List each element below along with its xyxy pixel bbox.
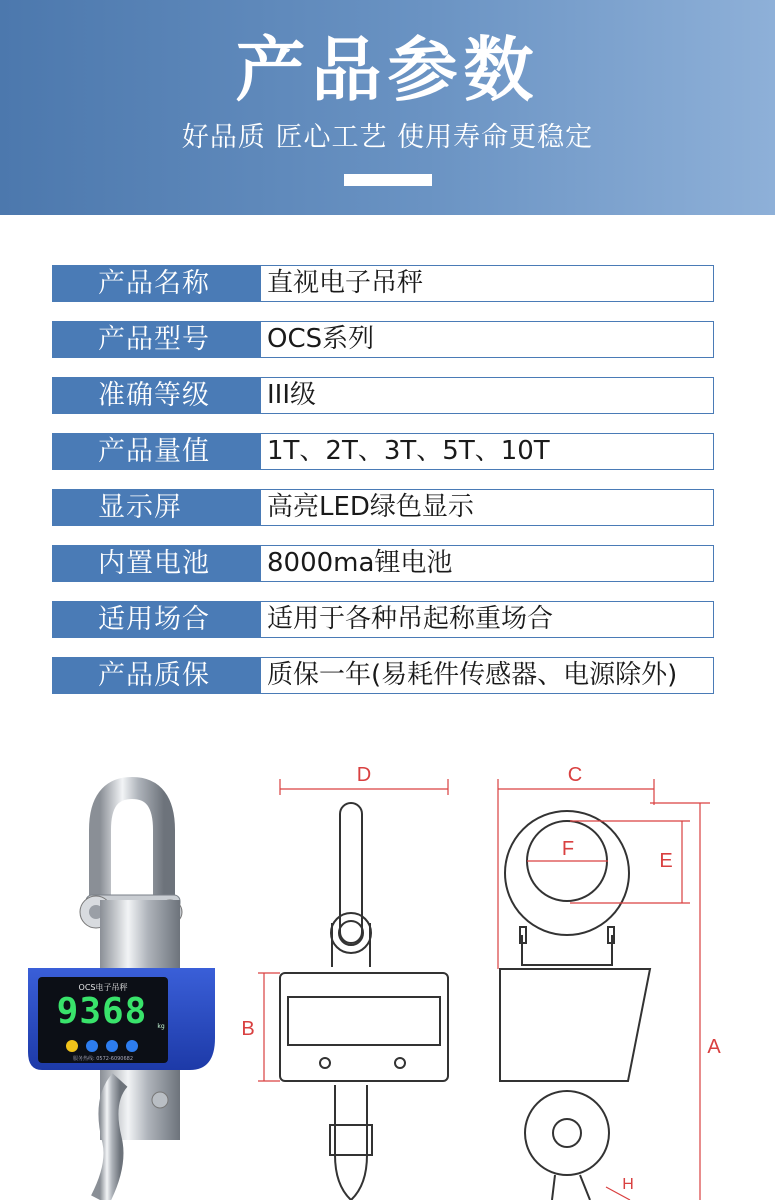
dimension-label: E xyxy=(659,850,673,872)
display-reading: 9368 xyxy=(56,991,148,1032)
dimension-label: F xyxy=(561,838,575,860)
page-title: 产品参数 xyxy=(235,29,540,111)
button-icon xyxy=(106,1040,118,1052)
side-view-body xyxy=(500,969,650,1081)
spec-value: 直视电子吊秤 xyxy=(260,265,714,302)
dimension-label: D xyxy=(356,764,372,786)
spec-row xyxy=(52,265,714,302)
spec-value: 8000ma锂电池 xyxy=(260,545,714,582)
dimension-label: C xyxy=(567,764,583,786)
spec-label: 产品名称 xyxy=(52,265,260,302)
spec-row xyxy=(52,657,714,694)
spec-row xyxy=(52,321,714,358)
spec-label: 产品量值 xyxy=(52,433,260,470)
spec-row xyxy=(52,433,714,470)
side-view-shackle xyxy=(505,811,629,935)
front-view-body xyxy=(280,973,448,1081)
screen-brand: OCS电子吊秤 xyxy=(78,983,128,992)
page-subtitle: 好品质 匠心工艺 使用寿命更稳定 xyxy=(181,122,594,153)
hook-icon xyxy=(100,1080,120,1200)
spec-label: 产品质保 xyxy=(52,657,260,694)
dimension-label: A xyxy=(707,1036,721,1058)
spec-value: 适用于各种吊起称重场合 xyxy=(260,601,714,638)
spec-label: 准确等级 xyxy=(52,377,260,414)
spec-value: 1T、2T、3T、5T、10T xyxy=(260,433,714,470)
display-unit: kg xyxy=(157,1023,165,1030)
spec-row xyxy=(52,545,714,582)
button-icon xyxy=(126,1040,138,1052)
spec-label: 内置电池 xyxy=(52,545,260,582)
spec-label: 显示屏 xyxy=(52,489,260,526)
button-icon xyxy=(66,1040,78,1052)
spec-label: 产品型号 xyxy=(52,321,260,358)
dimension-label: B xyxy=(241,1018,255,1040)
product-photo xyxy=(0,770,240,1200)
spec-value: III级 xyxy=(260,377,714,414)
spec-value: OCS系列 xyxy=(260,321,714,358)
spec-value: 质保一年(易耗件传感器、电源除外) xyxy=(260,657,714,694)
spec-value: 高亮LED绿色显示 xyxy=(260,489,714,526)
spec-row xyxy=(52,489,714,526)
dimension-label: H xyxy=(622,1176,634,1193)
button-icon xyxy=(86,1040,98,1052)
spec-label: 适用场合 xyxy=(52,601,260,638)
title-underline xyxy=(344,174,432,186)
spec-row xyxy=(52,377,714,414)
dimension-diagram xyxy=(230,755,775,1200)
spec-row xyxy=(52,601,714,638)
dimension-lines xyxy=(258,779,710,1200)
hotline-text: 服务热线: 0572-6090682 xyxy=(72,1056,134,1062)
header-banner xyxy=(0,0,775,215)
